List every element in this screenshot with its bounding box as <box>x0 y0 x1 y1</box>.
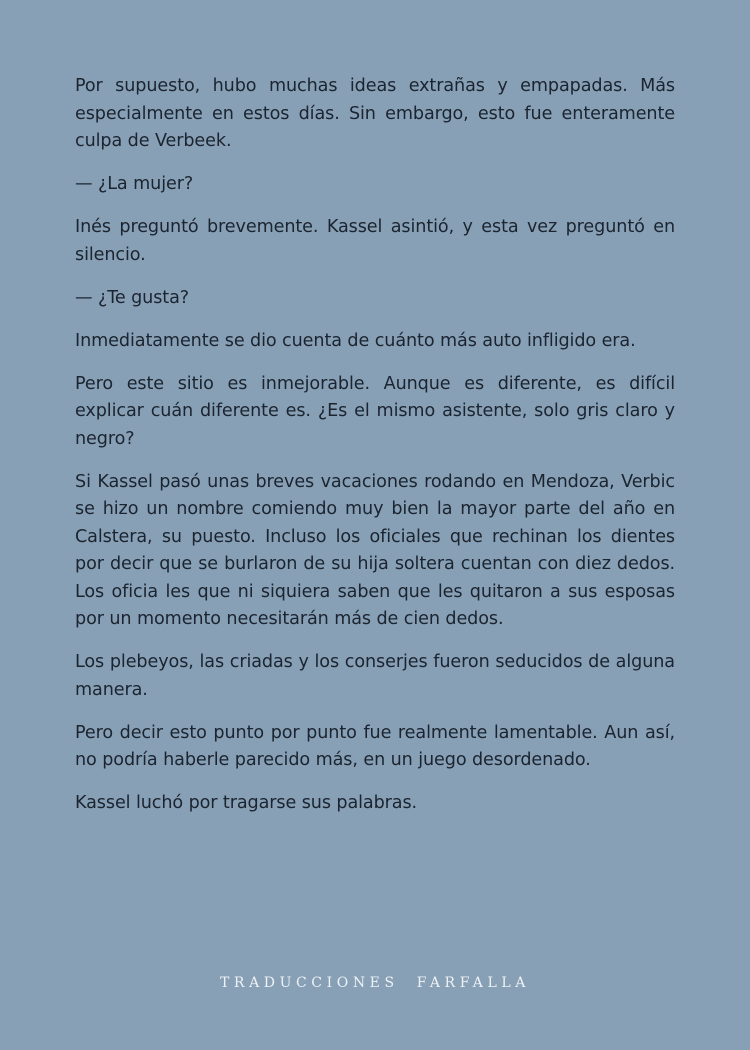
paragraph: Inés preguntó brevemente. Kassel asintió, y esta vez preguntó en silencio. <box>75 217 675 265</box>
dialogue-line: — ¿La mujer? <box>75 174 194 194</box>
paragraph: Inmediatamente se dio cuenta de cuánto más auto infligido era. <box>75 330 636 351</box>
paragraph: Pero decir esto punto por punto fue realmente lamentable. Aun así, no podría haberle parecido más, en un juego desordenado. <box>75 722 675 770</box>
paragraph: Pero este sitio es inmejorable. Aunque es diferente, es difícil explicar cuán diferente es. ¿Es el mismo asistente, solo gris claro y negro? <box>75 373 675 449</box>
paragraph: Si Kassel pasó unas breves vacaciones rodando en Mendoza, Verbic se hizo un nombre comiendo muy bien la mayor parte del año en Calstera, su puesto. Incluso los oficiales que rechinan los dientes por decir que se burlaron de su hija soltera cuentan con diez dedos. Los oficia les que ni siquiera saben que les quitaron a sus esposas por un momento necesitarán más de cien dedos. <box>75 471 675 629</box>
translator-credit: TRADUCCIONES FARFALLA <box>219 975 530 991</box>
paragraph: Los plebeyos, las criadas y los conserjes fueron seducidos de alguna manera. <box>75 652 675 700</box>
paragraph: Por supuesto, hubo muchas ideas extrañas y empapadas. Más especialmente en estos días. Sin embargo, esto fue enteramente culpa de Verbeek. <box>75 76 675 151</box>
dialogue-line: — ¿Te gusta? <box>75 287 190 308</box>
paragraph: Kassel luchó por tragarse sus palabras. <box>75 793 418 813</box>
page-body <box>75 73 675 833</box>
